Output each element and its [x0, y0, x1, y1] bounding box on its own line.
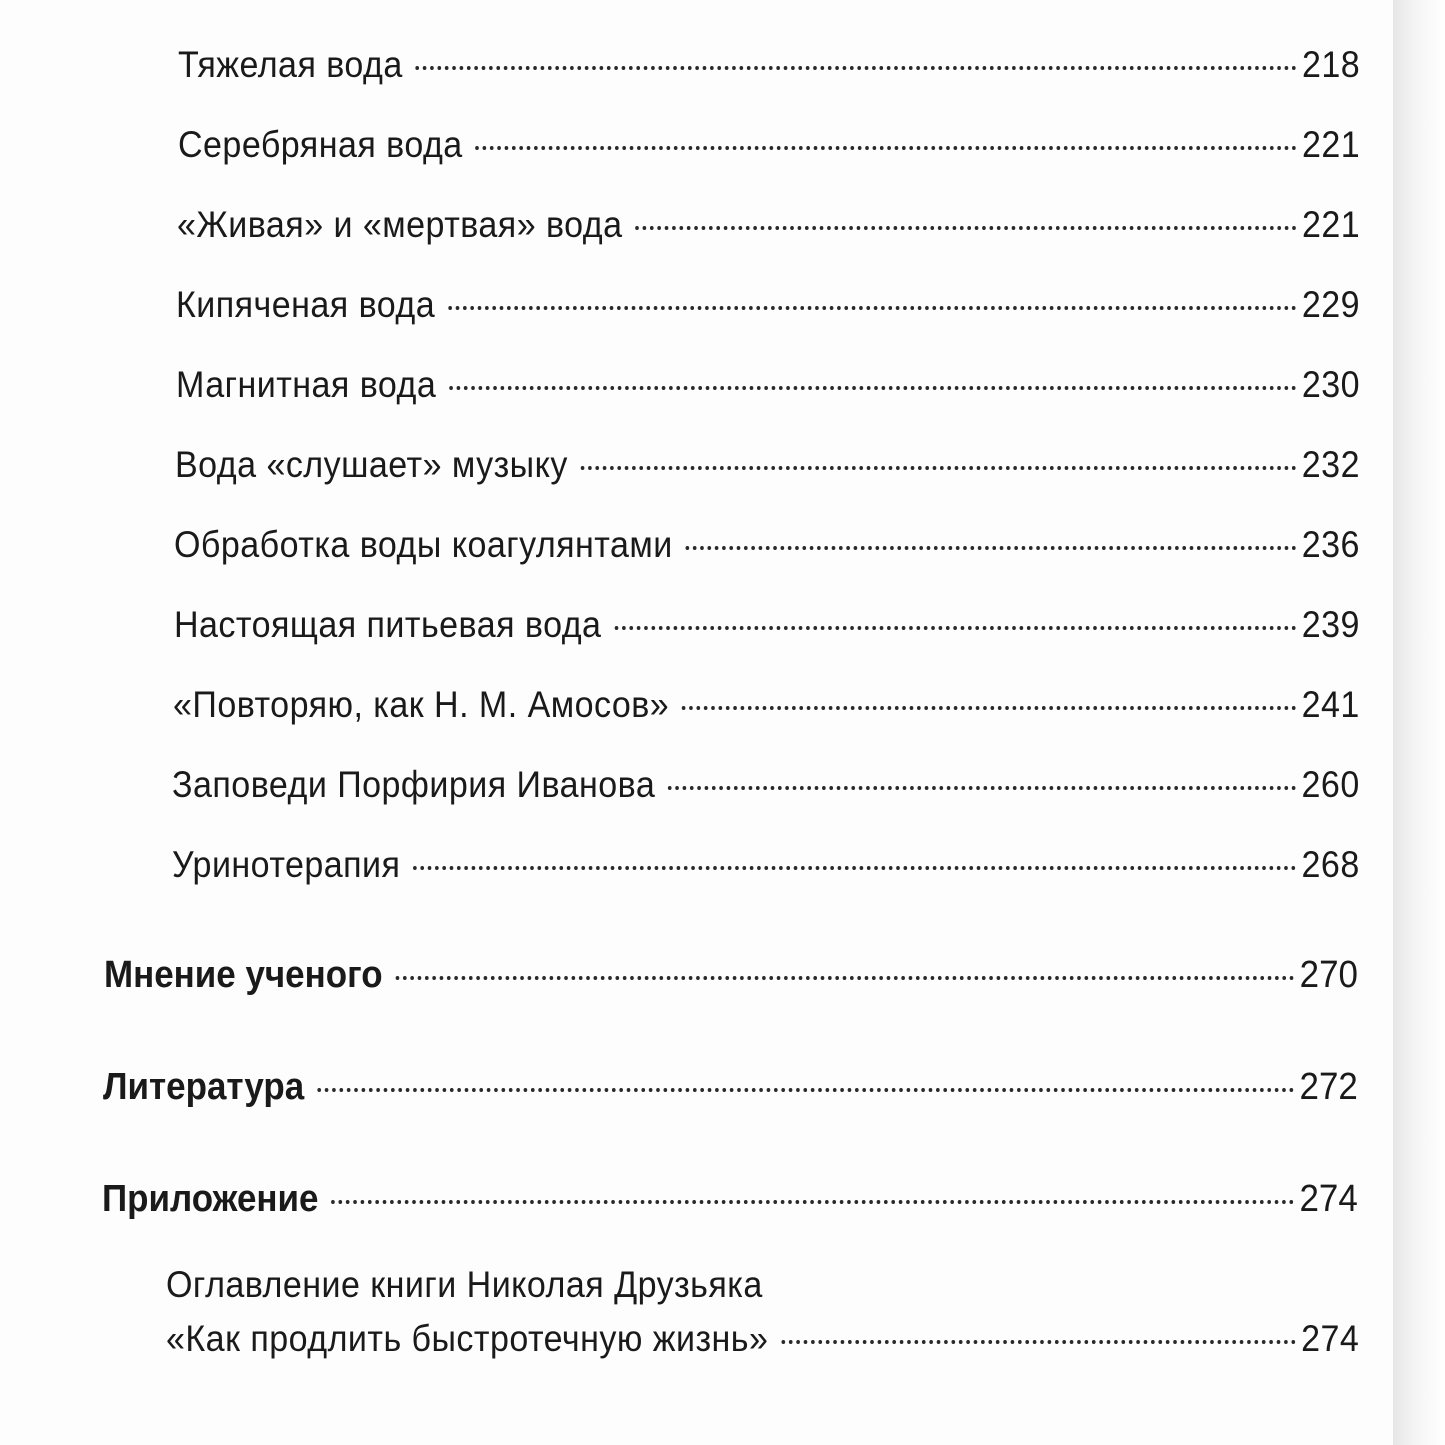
dot-leader: [395, 976, 1294, 980]
dot-leader: [686, 546, 1297, 550]
toc-entry: [175, 444, 1360, 486]
toc-entry-title: Заповеди Порфирия Иванова: [172, 764, 656, 805]
toc-section-page: 272: [1299, 1066, 1358, 1108]
toc-entry-title: Настоящая питьевая вода: [174, 604, 602, 645]
dot-leader: [668, 786, 1296, 790]
toc-entry-title: «Живая» и «мертвая» вода: [177, 204, 623, 245]
toc-entry-page: 230: [1301, 364, 1361, 405]
toc-entry-title: Обработка воды коагулянтами: [174, 524, 673, 565]
toc-entry: [178, 44, 1360, 86]
dot-leader: [581, 466, 1297, 470]
dot-leader: [682, 706, 1296, 710]
page-edge-shadow: [1393, 0, 1445, 1445]
toc-entry-title: «Повторяю, как Н. М. Амосов»: [173, 684, 670, 725]
toc-section: [102, 1178, 1358, 1221]
toc-entry-title: Уринотерапия: [172, 844, 401, 885]
toc-section: [104, 954, 1358, 997]
appendix-entry: [166, 1318, 1359, 1360]
appendix-entry-title: «Как продлить быстротечную жизнь»: [166, 1318, 769, 1359]
toc-entry: [174, 524, 1360, 566]
toc-section-title: Мнение ученого: [104, 954, 383, 996]
toc-entry: [172, 764, 1360, 806]
toc-entry-page: 260: [1301, 764, 1360, 805]
toc-entry-page: 221: [1302, 124, 1361, 165]
toc-entry: [172, 844, 1360, 886]
toc-section-page: 274: [1299, 1178, 1358, 1220]
toc-entry: [177, 204, 1360, 246]
dot-leader: [317, 1088, 1294, 1092]
toc-entry: [173, 684, 1360, 726]
dot-leader: [448, 306, 1296, 310]
dot-leader: [449, 386, 1296, 390]
toc-entry-title: Вода «слушает» музыку: [175, 444, 568, 485]
dot-leader: [476, 146, 1297, 150]
toc-entry-page: 236: [1301, 524, 1360, 565]
appendix-entry-page: 274: [1301, 1318, 1360, 1359]
toc-entry-title: Тяжелая вода: [178, 44, 403, 85]
toc-entry-title: Магнитная вода: [176, 364, 437, 405]
toc-entry-page: 229: [1301, 284, 1361, 325]
toc-entry-page: 239: [1301, 604, 1360, 645]
toc-section-title: Литература: [103, 1066, 305, 1108]
toc-entry: [176, 364, 1360, 406]
dot-leader: [331, 1200, 1294, 1204]
dot-leader: [614, 626, 1296, 630]
toc-entry-page: 221: [1301, 204, 1361, 245]
toc-entry: [176, 284, 1360, 326]
toc-entry-page: 241: [1301, 684, 1360, 725]
toc-section-page: 270: [1299, 954, 1358, 996]
dot-leader: [413, 866, 1296, 870]
toc-entry: [178, 124, 1360, 166]
toc-entry-page: 232: [1301, 444, 1360, 485]
toc-section-title: Приложение: [102, 1178, 319, 1220]
appendix-entry-line1: Оглавление книги Николая Друзьяка: [166, 1264, 763, 1305]
toc-entry-page: 218: [1302, 44, 1361, 85]
toc-section: [103, 1066, 1358, 1109]
toc-entry-page: 268: [1301, 844, 1360, 885]
dot-leader: [635, 226, 1296, 230]
toc-entry-title: Кипяченая вода: [176, 284, 436, 325]
toc-entry: [174, 604, 1360, 646]
dot-leader: [781, 1340, 1295, 1344]
dot-leader: [416, 66, 1297, 70]
toc-entry-title: Серебряная вода: [178, 124, 463, 165]
